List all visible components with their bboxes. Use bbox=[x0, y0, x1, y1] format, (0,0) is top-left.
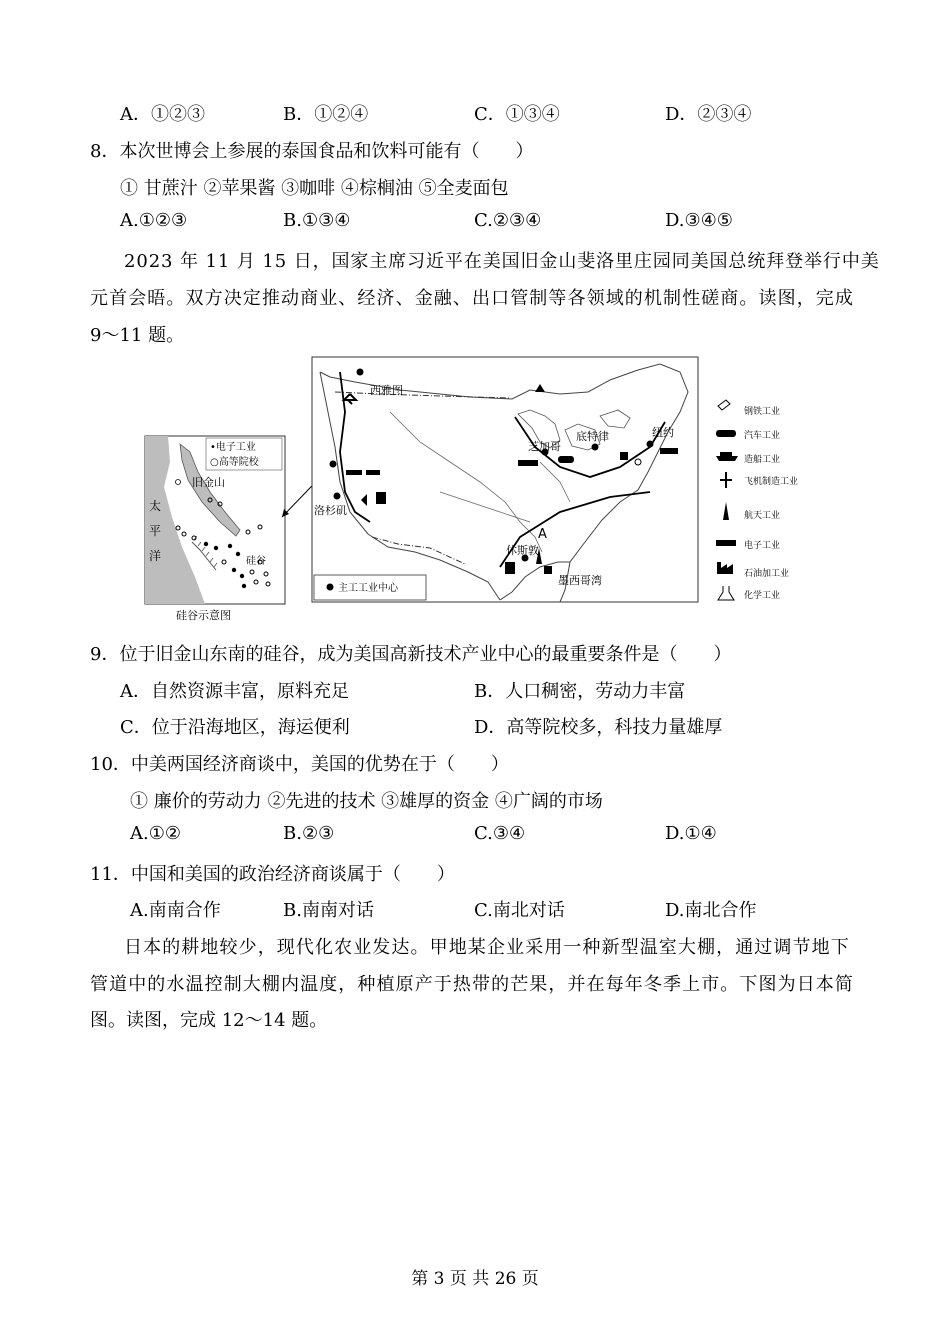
q8-option-b: B.①③④ bbox=[283, 210, 351, 231]
refinery-icon bbox=[717, 562, 733, 574]
q8-items: ① 甘蔗汁 ②苹果酱 ③咖啡 ④棕榈油 ⑤全麦面包 bbox=[120, 178, 509, 199]
usa-industry-map-figure bbox=[140, 352, 840, 627]
inset-legend-university: ○高等院校 bbox=[210, 457, 259, 468]
q7-option-c: C．①③④ bbox=[474, 104, 560, 125]
map-label-gulf: 墨西哥湾 bbox=[558, 574, 602, 587]
legend-chemical: 化学工业 bbox=[744, 591, 781, 601]
map-label-point-a: A bbox=[538, 527, 547, 542]
flask-icon bbox=[718, 586, 734, 600]
legend-auto: 汽车工业 bbox=[744, 431, 781, 441]
q9-option-b: B．人口稠密，劳动力丰富 bbox=[474, 681, 686, 702]
aircraft-icon bbox=[720, 472, 732, 488]
q10-items: ① 廉价的劳动力 ②先进的技术 ③雄厚的资金 ④广阔的市场 bbox=[130, 791, 603, 812]
map-label-seattle: 西雅图 bbox=[370, 384, 403, 397]
inset-ocean-2: 平 bbox=[149, 524, 162, 538]
q7-option-d: D．②③④ bbox=[665, 104, 752, 125]
legend-aerospace: 航天工业 bbox=[744, 511, 781, 521]
legend-electronics: 电子工业 bbox=[744, 541, 781, 551]
q8-option-a: A.①②③ bbox=[120, 210, 188, 231]
q11-option-c: C.南北对话 bbox=[474, 900, 565, 921]
passage2-line2: 管道中的水温控制大棚内温度，种植原产于热带的芒果，并在每年冬季上市。下图为日本简 bbox=[90, 974, 854, 995]
q11-option-d: D.南北合作 bbox=[665, 900, 757, 921]
map-label-la: 洛杉矶 bbox=[314, 504, 347, 517]
legend-steel: 钢铁工业 bbox=[744, 407, 781, 417]
map-legend-center: 主工工业中心 bbox=[338, 583, 398, 594]
map-label-newyork: 纽约 bbox=[652, 426, 674, 439]
q8-option-c: C.②③④ bbox=[474, 210, 542, 231]
legend-aircraft: 飞机制造工业 bbox=[744, 477, 799, 487]
inset-ocean-3: 洋 bbox=[149, 549, 162, 563]
q9-option-a: A．自然资源丰富，原料充足 bbox=[120, 681, 349, 702]
rocket-icon bbox=[723, 502, 729, 520]
q8-stem: 8．本次世博会上参展的泰国食品和饮料可能有（ ） bbox=[90, 141, 534, 162]
industry-legend bbox=[716, 400, 798, 601]
q9-option-d: D．高等院校多，科技力量雄厚 bbox=[474, 717, 723, 738]
q10-option-d: D.①④ bbox=[665, 823, 717, 844]
car-icon bbox=[716, 430, 736, 437]
map-label-houston: 休斯敦 bbox=[506, 544, 539, 557]
inset-caption: 硅谷示意图 bbox=[176, 609, 231, 622]
q11-option-a: A.南南合作 bbox=[130, 900, 221, 921]
map-label-detroit: 底特律 bbox=[576, 430, 609, 443]
q10-stem: 10．中美两国经济商谈中，美国的优势在于（ ） bbox=[90, 754, 509, 775]
q10-option-a: A.①② bbox=[130, 823, 181, 844]
legend-ship: 造船工业 bbox=[744, 455, 781, 465]
legend-petroleum: 石油加工业 bbox=[744, 569, 790, 579]
usa-main-map bbox=[312, 357, 698, 602]
inset-silicon: 硅谷 bbox=[246, 556, 266, 567]
steel-icon bbox=[718, 400, 730, 410]
q8-option-d: D.③④⑤ bbox=[665, 210, 733, 231]
passage2-line1: 日本的耕地较少，现代化农业发达。甲地某企业采用一种新型温室大棚，通过调节地下 bbox=[124, 937, 850, 958]
q7-option-a: A．①②③ bbox=[120, 104, 205, 125]
passage1-line1: 2023 年 11 月 15 日，国家主席习近平在美国旧金山斐洛里庄园同美国总统拜登举行中美 bbox=[124, 251, 880, 272]
inset-city-sf: 旧金山 bbox=[192, 476, 225, 489]
passage1-line2: 元首会晤。双方决定推动商业、经济、金融、出口管制等各领域的机制性磋商。读图，完成 bbox=[90, 288, 854, 309]
silicon-valley-inset bbox=[145, 436, 285, 622]
q11-stem: 11．中国和美国的政治经济商谈属于（ ） bbox=[90, 864, 455, 885]
passage2-line3: 图。读图，完成 12～14 题。 bbox=[90, 1010, 328, 1031]
ship-icon bbox=[716, 452, 738, 461]
page-footer: 第 3 页 共 26 页 bbox=[411, 1269, 539, 1289]
q11-option-b: B.南南对话 bbox=[283, 900, 374, 921]
q10-option-c: C.③④ bbox=[474, 823, 526, 844]
q9-stem: 9．位于旧金山东南的硅谷，成为美国高新技术产业中心的最重要条件是（ ） bbox=[90, 644, 732, 665]
q10-option-b: B.②③ bbox=[283, 823, 335, 844]
inset-legend-electronics: •电子工业 bbox=[210, 442, 256, 453]
electronics-icon bbox=[716, 540, 736, 546]
map-label-chicago: 芝加哥 bbox=[528, 440, 561, 453]
q7-option-b: B．①②④ bbox=[283, 104, 369, 125]
passage1-line3: 9～11 题。 bbox=[90, 325, 185, 346]
inset-ocean-1: 太 bbox=[149, 499, 162, 513]
q9-option-c: C．位于沿海地区，海运便利 bbox=[120, 717, 350, 738]
